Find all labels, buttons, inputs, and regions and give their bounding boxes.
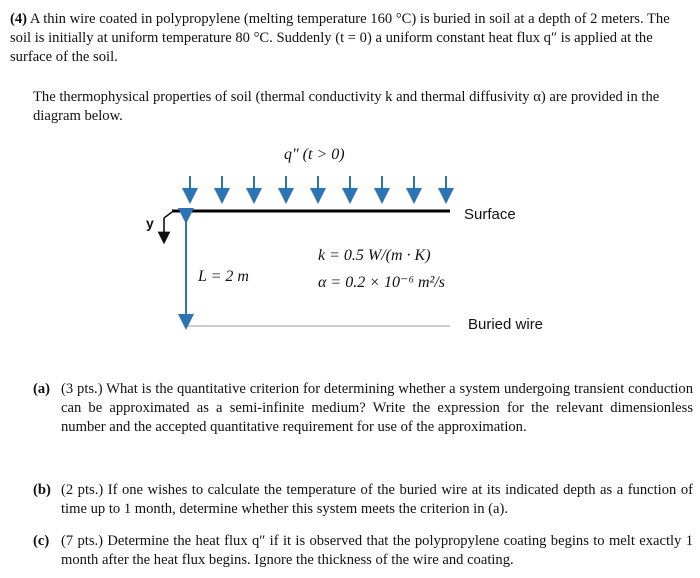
depth-label: L = 2 m [198, 268, 249, 285]
question-a-text: (3 pts.) What is the quantitative criterion for determining whether a system undergoing transient conduction can be approximated as a semi-infinite medium? Write the expression for the relevant dimensionless number and the accepted quantitative requirement for use of the approximation. [61, 381, 693, 435]
buried-wire-label: Buried wire [468, 316, 544, 333]
surface-label: Surface [464, 206, 516, 223]
flux-label: q″ (t > 0) [284, 146, 345, 163]
diffusivity-label: α = 0.2 × 10⁻⁶ m²/s [318, 274, 446, 291]
conductivity-label: k = 0.5 W/(m · K) [318, 247, 431, 264]
question-b [33, 481, 693, 519]
problem-intro [10, 10, 694, 67]
question-b-label: (b) [33, 482, 51, 498]
heat-flux-arrows [190, 176, 446, 196]
problem-intro-text: A thin wire coated in polypropylene (melting temperature 160 °C) is buried in soil at a depth of 2 meters. The soil is initially at uniform temperature 80 °C. Suddenly (t = 0) a uniform constant heat flux q″ is applied at the surface of the soil. [10, 11, 670, 65]
question-c-label: (c) [33, 533, 50, 549]
properties-paragraph: The thermophysical properties of soil (thermal conductivity k and thermal diffusivity α) are provided in the diagram below. [33, 89, 660, 124]
y-axis-label: y [146, 215, 154, 231]
soil-diagram [0, 140, 700, 340]
question-a-label: (a) [33, 381, 51, 397]
question-b-text: (2 pts.) If one wishes to calculate the temperature of the buried wire at its indicated depth as a function of time up to 1 month, determine whether this system meets the criterion in (a). [61, 482, 693, 517]
question-a [33, 380, 693, 437]
question-c-text: (7 pts.) Determine the heat flux q″ if it is observed that the polypropylene coating begins to melt exactly 1 month after the heat flux begins. Ignore the thickness of the wire and coating. [61, 533, 693, 568]
question-c [33, 532, 693, 570]
problem-number: (4) [10, 11, 28, 27]
y-axis-corner [164, 212, 172, 218]
